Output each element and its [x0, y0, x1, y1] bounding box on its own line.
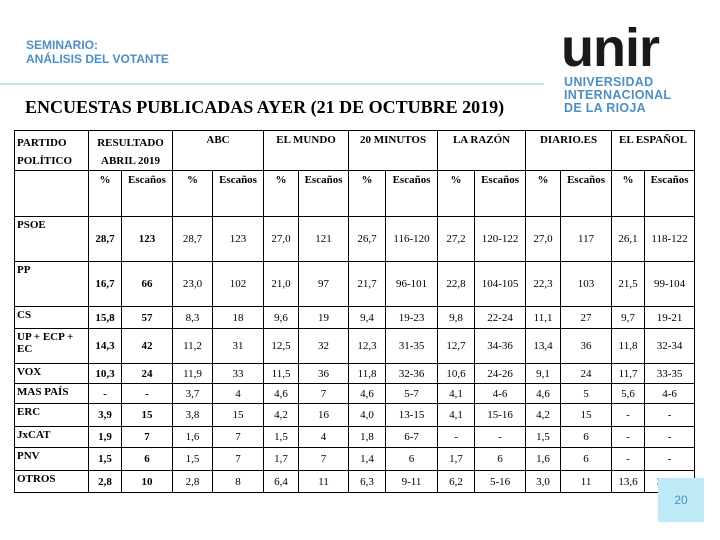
result-seats-cell: 6	[122, 448, 173, 471]
seats-subheader: Escaños	[561, 171, 612, 217]
poll-percent-cell: 4,1	[438, 384, 475, 404]
poll-seats-cell: -	[645, 404, 695, 427]
poll-percent-cell: 4,6	[264, 384, 299, 404]
poll-percent-cell: 1,5	[264, 427, 299, 448]
poll-percent-cell: 4,1	[438, 404, 475, 427]
result-seats-cell: 7	[122, 427, 173, 448]
poll-percent-cell: 9,7	[612, 307, 645, 329]
table-row	[15, 471, 695, 493]
table-row	[15, 217, 695, 262]
poll-seats-cell: 4-6	[475, 384, 526, 404]
poll-percent-cell: 4,2	[264, 404, 299, 427]
poll-seats-cell: 118-122	[645, 217, 695, 262]
poll-percent-cell: 11,8	[612, 329, 645, 364]
unir-logo	[561, 22, 701, 115]
party-name-cell: OTROS	[15, 471, 89, 493]
poll-seats-cell: 96-101	[386, 262, 438, 307]
poll-percent-cell: 23,0	[173, 262, 213, 307]
subheader-row	[15, 171, 695, 217]
table-row	[15, 262, 695, 307]
table-row	[15, 329, 695, 364]
poll-percent-cell: 26,7	[349, 217, 386, 262]
poll-percent-cell: 3,8	[173, 404, 213, 427]
poll-seats-cell: 11	[561, 471, 612, 493]
poll-percent-cell: 1,7	[264, 448, 299, 471]
poll-seats-cell: 31-35	[386, 329, 438, 364]
poll-percent-cell: 3,0	[526, 471, 561, 493]
poll-seats-cell: 33	[213, 364, 264, 384]
poll-seats-cell: 6-7	[386, 427, 438, 448]
poll-percent-cell: 13,6	[612, 471, 645, 493]
poll-seats-cell: 22-24	[475, 307, 526, 329]
poll-seats-cell: 13-15	[386, 404, 438, 427]
poll-seats-cell: 4-6	[645, 384, 695, 404]
university-line-3: DE LA RIOJA	[564, 101, 647, 115]
poll-percent-cell: 4,6	[349, 384, 386, 404]
poll-seats-cell: 5-7	[386, 384, 438, 404]
poll-percent-cell: 9,6	[264, 307, 299, 329]
poll-percent-cell: 6,3	[349, 471, 386, 493]
poll-percent-cell: 28,7	[173, 217, 213, 262]
poll-seats-cell: 19-21	[645, 307, 695, 329]
poll-percent-cell: 1,8	[349, 427, 386, 448]
result-seats-cell: 10	[122, 471, 173, 493]
poll-seats-cell: 7	[213, 448, 264, 471]
header-row	[15, 131, 695, 171]
poll-seats-cell: 8	[213, 471, 264, 493]
poll-seats-cell: 116-120	[386, 217, 438, 262]
pollster-header: EL ESPAÑOL	[612, 131, 695, 171]
poll-percent-cell: 11,7	[612, 364, 645, 384]
percent-subheader: %	[349, 171, 386, 217]
poll-seats-cell: -	[475, 427, 526, 448]
seats-subheader: Escaños	[122, 171, 173, 217]
poll-seats-cell: -	[645, 427, 695, 448]
poll-seats-cell: 120-122	[475, 217, 526, 262]
percent-subheader: %	[264, 171, 299, 217]
poll-percent-cell: 4,2	[526, 404, 561, 427]
poll-seats-cell: 32-36	[386, 364, 438, 384]
party-name-cell: PP	[15, 262, 89, 307]
poll-percent-cell: 27,0	[526, 217, 561, 262]
poll-percent-cell: 26,1	[612, 217, 645, 262]
percent-subheader: %	[526, 171, 561, 217]
poll-percent-cell: 11,9	[173, 364, 213, 384]
poll-percent-cell: 11,2	[173, 329, 213, 364]
poll-seats-cell: 32-34	[645, 329, 695, 364]
poll-percent-cell: 9,8	[438, 307, 475, 329]
poll-percent-cell: 27,0	[264, 217, 299, 262]
poll-percent-cell: 12,5	[264, 329, 299, 364]
result-seats-cell: 24	[122, 364, 173, 384]
result-percent-cell: 10,3	[89, 364, 122, 384]
poll-percent-cell: 11,1	[526, 307, 561, 329]
poll-percent-cell: 1,5	[526, 427, 561, 448]
poll-seats-cell: 99-104	[645, 262, 695, 307]
poll-percent-cell: 3,7	[173, 384, 213, 404]
percent-subheader: %	[89, 171, 122, 217]
seminar-heading	[26, 38, 169, 66]
result-percent-cell: 14,3	[89, 329, 122, 364]
poll-percent-cell: 21,0	[264, 262, 299, 307]
poll-seats-cell: 4	[299, 427, 349, 448]
poll-percent-cell: 21,5	[612, 262, 645, 307]
percent-subheader: %	[612, 171, 645, 217]
table-row	[15, 427, 695, 448]
seats-subheader: Escaños	[645, 171, 695, 217]
poll-percent-cell: -	[612, 404, 645, 427]
poll-percent-cell: 12,3	[349, 329, 386, 364]
party-header: PARTIDO POLÍTICO	[15, 131, 89, 171]
poll-seats-cell: -	[645, 448, 695, 471]
result-percent-cell: 3,9	[89, 404, 122, 427]
poll-seats-cell: 15-16	[475, 404, 526, 427]
party-name-cell: VOX	[15, 364, 89, 384]
result-seats-cell: 15	[122, 404, 173, 427]
slide-title: ENCUESTAS PUBLICADAS AYER (21 DE OCTUBRE 2019)	[25, 97, 505, 117]
page-number: 20	[658, 478, 704, 522]
poll-seats-cell: 15	[561, 404, 612, 427]
poll-seats-cell: 6	[386, 448, 438, 471]
poll-percent-cell: 4,6	[526, 384, 561, 404]
poll-percent-cell: 10,6	[438, 364, 475, 384]
poll-percent-cell: 6,4	[264, 471, 299, 493]
university-line-1: UNIVERSIDAD	[564, 75, 654, 89]
university-name	[564, 76, 701, 115]
seats-subheader: Escaños	[299, 171, 349, 217]
seats-subheader: Escaños	[213, 171, 264, 217]
pollster-header: EL MUNDO	[264, 131, 349, 171]
party-name-cell: MAS PAÍS	[15, 384, 89, 404]
poll-percent-cell: 11,8	[349, 364, 386, 384]
poll-seats-cell: 6	[475, 448, 526, 471]
poll-percent-cell: 1,6	[173, 427, 213, 448]
poll-percent-cell: 8,3	[173, 307, 213, 329]
result-percent-cell: -	[89, 384, 122, 404]
poll-seats-cell: 16	[299, 404, 349, 427]
result-seats-cell: 123	[122, 217, 173, 262]
poll-percent-cell: 5,6	[612, 384, 645, 404]
table-row	[15, 307, 695, 329]
poll-percent-cell: 9,4	[349, 307, 386, 329]
result-seats-cell: 42	[122, 329, 173, 364]
poll-percent-cell: 12,7	[438, 329, 475, 364]
poll-percent-cell: -	[612, 448, 645, 471]
poll-seats-cell: 31	[213, 329, 264, 364]
seminar-line-1: SEMINARIO:	[26, 38, 98, 52]
party-name-cell: JxCAT	[15, 427, 89, 448]
party-name-cell: UP + ECP + EC	[15, 329, 89, 364]
poll-seats-cell: 24-26	[475, 364, 526, 384]
poll-seats-cell: 104-105	[475, 262, 526, 307]
polls-table	[14, 130, 695, 493]
pollster-header: 20 MINUTOS	[349, 131, 438, 171]
poll-seats-cell: 27	[561, 307, 612, 329]
poll-seats-cell: 5	[561, 384, 612, 404]
poll-percent-cell: 13,4	[526, 329, 561, 364]
seats-subheader: Escaños	[475, 171, 526, 217]
poll-percent-cell: 1,5	[173, 448, 213, 471]
poll-seats-cell: 7	[299, 448, 349, 471]
poll-seats-cell: 4	[213, 384, 264, 404]
poll-percent-cell: -	[438, 427, 475, 448]
poll-seats-cell: 5-16	[475, 471, 526, 493]
poll-seats-cell: 19	[299, 307, 349, 329]
poll-seats-cell: 7	[213, 427, 264, 448]
poll-seats-cell: 24	[561, 364, 612, 384]
result-header: RESULTADO ABRIL 2019	[89, 131, 173, 171]
header-divider	[0, 83, 544, 85]
seats-subheader: Escaños	[386, 171, 438, 217]
poll-seats-cell: 7	[299, 384, 349, 404]
poll-percent-cell: 21,7	[349, 262, 386, 307]
result-percent-cell: 1,5	[89, 448, 122, 471]
poll-seats-cell: 15	[213, 404, 264, 427]
result-percent-cell: 28,7	[89, 217, 122, 262]
poll-seats-cell: 6	[561, 427, 612, 448]
party-name-cell: PNV	[15, 448, 89, 471]
result-percent-cell: 1,9	[89, 427, 122, 448]
poll-percent-cell: 11,5	[264, 364, 299, 384]
poll-seats-cell: 33-35	[645, 364, 695, 384]
logo-wordmark: unir	[561, 22, 659, 74]
result-percent-cell: 2,8	[89, 471, 122, 493]
poll-percent-cell: 1,4	[349, 448, 386, 471]
poll-percent-cell: 9,1	[526, 364, 561, 384]
poll-seats-cell: 19-23	[386, 307, 438, 329]
poll-percent-cell: 6,2	[438, 471, 475, 493]
poll-percent-cell: 22,3	[526, 262, 561, 307]
percent-subheader: %	[438, 171, 475, 217]
poll-seats-cell: 123	[213, 217, 264, 262]
poll-seats-cell: 121	[299, 217, 349, 262]
poll-percent-cell: -	[612, 427, 645, 448]
poll-percent-cell: 2,8	[173, 471, 213, 493]
poll-seats-cell: 18	[213, 307, 264, 329]
result-percent-cell: 16,7	[89, 262, 122, 307]
pollster-header: ABC	[173, 131, 264, 171]
table-row	[15, 404, 695, 427]
pollster-header: DIARIO.ES	[526, 131, 612, 171]
poll-seats-cell: 117	[561, 217, 612, 262]
table-row	[15, 384, 695, 404]
table-row	[15, 448, 695, 471]
poll-seats-cell: 6	[561, 448, 612, 471]
percent-subheader: %	[173, 171, 213, 217]
seminar-line-2: ANÁLISIS DEL VOTANTE	[26, 52, 169, 66]
table-row	[15, 364, 695, 384]
poll-percent-cell: 1,6	[526, 448, 561, 471]
poll-seats-cell: 36	[299, 364, 349, 384]
poll-seats-cell: 102	[213, 262, 264, 307]
party-name-cell: CS	[15, 307, 89, 329]
pollster-header: LA RAZÓN	[438, 131, 526, 171]
poll-percent-cell: 4,0	[349, 404, 386, 427]
poll-seats-cell: 11	[299, 471, 349, 493]
poll-percent-cell: 1,7	[438, 448, 475, 471]
unir-wordmark-icon	[561, 22, 697, 74]
party-name-cell: ERC	[15, 404, 89, 427]
poll-seats-cell: 103	[561, 262, 612, 307]
result-seats-cell: -	[122, 384, 173, 404]
party-name-cell: PSOE	[15, 217, 89, 262]
result-percent-cell: 15,8	[89, 307, 122, 329]
poll-seats-cell: 36	[561, 329, 612, 364]
poll-seats-cell: 9-11	[386, 471, 438, 493]
result-seats-cell: 57	[122, 307, 173, 329]
poll-percent-cell: 22,8	[438, 262, 475, 307]
poll-percent-cell: 27,2	[438, 217, 475, 262]
poll-seats-cell: 34-36	[475, 329, 526, 364]
poll-seats-cell: 32	[299, 329, 349, 364]
result-seats-cell: 66	[122, 262, 173, 307]
poll-seats-cell: 97	[299, 262, 349, 307]
university-line-2: INTERNACIONAL	[564, 88, 672, 102]
party-subheader-empty	[15, 171, 89, 217]
